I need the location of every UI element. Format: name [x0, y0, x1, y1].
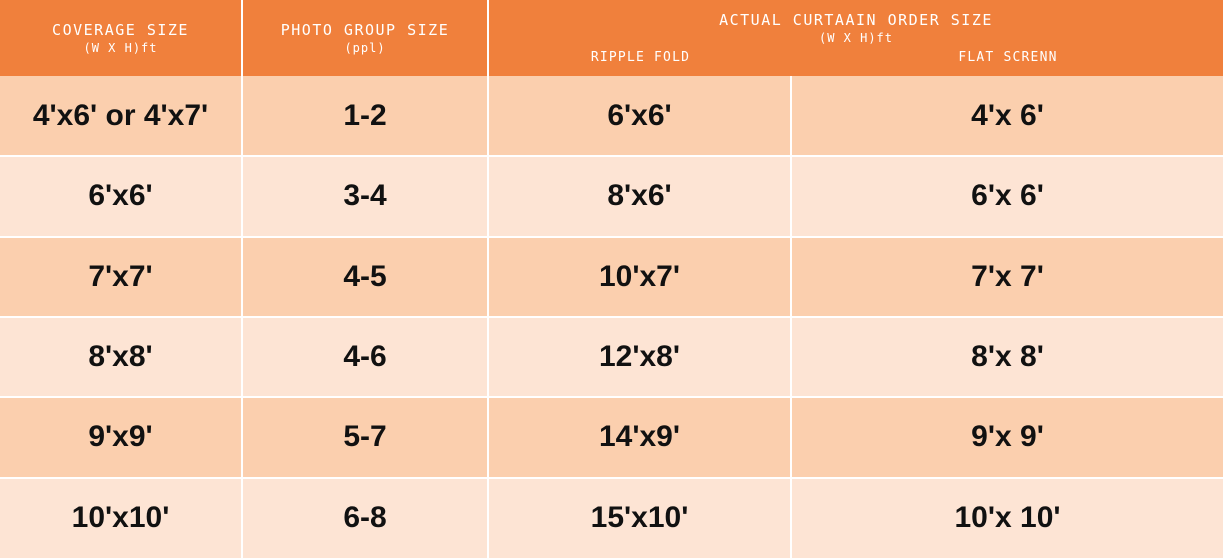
- header-actual-order-size-sub: (W X H)ft: [818, 31, 894, 45]
- header-photo-group-size-main: PHOTO GROUP SIZE: [280, 20, 450, 39]
- header-ripple-fold: RIPPLE FOLD: [590, 50, 691, 65]
- table-body: [0, 76, 1223, 558]
- table-row: [0, 317, 1223, 397]
- cell-coverage: 8'x8': [0, 317, 242, 397]
- header-coverage-size-sub: (W X H)ft: [83, 40, 158, 55]
- header-flat-screen: FLAT SCRENN: [958, 50, 1058, 65]
- header-photo-group-size: [242, 0, 488, 76]
- header-actual-order-size-main: ACTUAL CURTAAIN ORDER SIZE: [719, 11, 993, 29]
- cell-ripple: 6'x6': [488, 76, 791, 156]
- cell-coverage: 6'x6': [0, 156, 242, 236]
- cell-flat: 9'x 9': [791, 397, 1223, 477]
- cell-group: 4-5: [242, 237, 488, 317]
- cell-group: 4-6: [242, 317, 488, 397]
- cell-group: 5-7: [242, 397, 488, 477]
- cell-coverage: 4'x6' or 4'x7': [0, 76, 242, 156]
- table-row: [0, 478, 1223, 558]
- header-coverage-size: [0, 0, 242, 76]
- table-row: [0, 397, 1223, 477]
- cell-ripple: 12'x8': [488, 317, 791, 397]
- header-coverage-size-main: COVERAGE SIZE: [52, 20, 189, 39]
- header-actual-order-size-title: [489, 10, 1223, 46]
- cell-ripple: 10'x7': [488, 237, 791, 317]
- cell-flat: 6'x 6': [791, 156, 1223, 236]
- cell-group: 3-4: [242, 156, 488, 236]
- cell-flat: 7'x 7': [791, 237, 1223, 317]
- cell-ripple: 14'x9': [488, 397, 791, 477]
- cell-flat: 4'x 6': [791, 76, 1223, 156]
- cell-coverage: 9'x9': [0, 397, 242, 477]
- table-row: [0, 76, 1223, 156]
- cell-ripple: 8'x6': [488, 156, 791, 236]
- cell-flat: 8'x 8': [791, 317, 1223, 397]
- header-actual-order-size: [488, 0, 1223, 76]
- table-row: [0, 156, 1223, 236]
- cell-coverage: 7'x7': [0, 237, 242, 317]
- cell-group: 1-2: [242, 76, 488, 156]
- cell-coverage: 10'x10': [0, 478, 242, 558]
- header-row: [0, 0, 1223, 76]
- table-row: [0, 237, 1223, 317]
- table-header: [0, 0, 1223, 76]
- cell-group: 6-8: [242, 478, 488, 558]
- cell-flat: 10'x 10': [791, 478, 1223, 558]
- cell-ripple: 15'x10': [488, 478, 791, 558]
- header-photo-group-size-sub: (ppl): [344, 40, 386, 55]
